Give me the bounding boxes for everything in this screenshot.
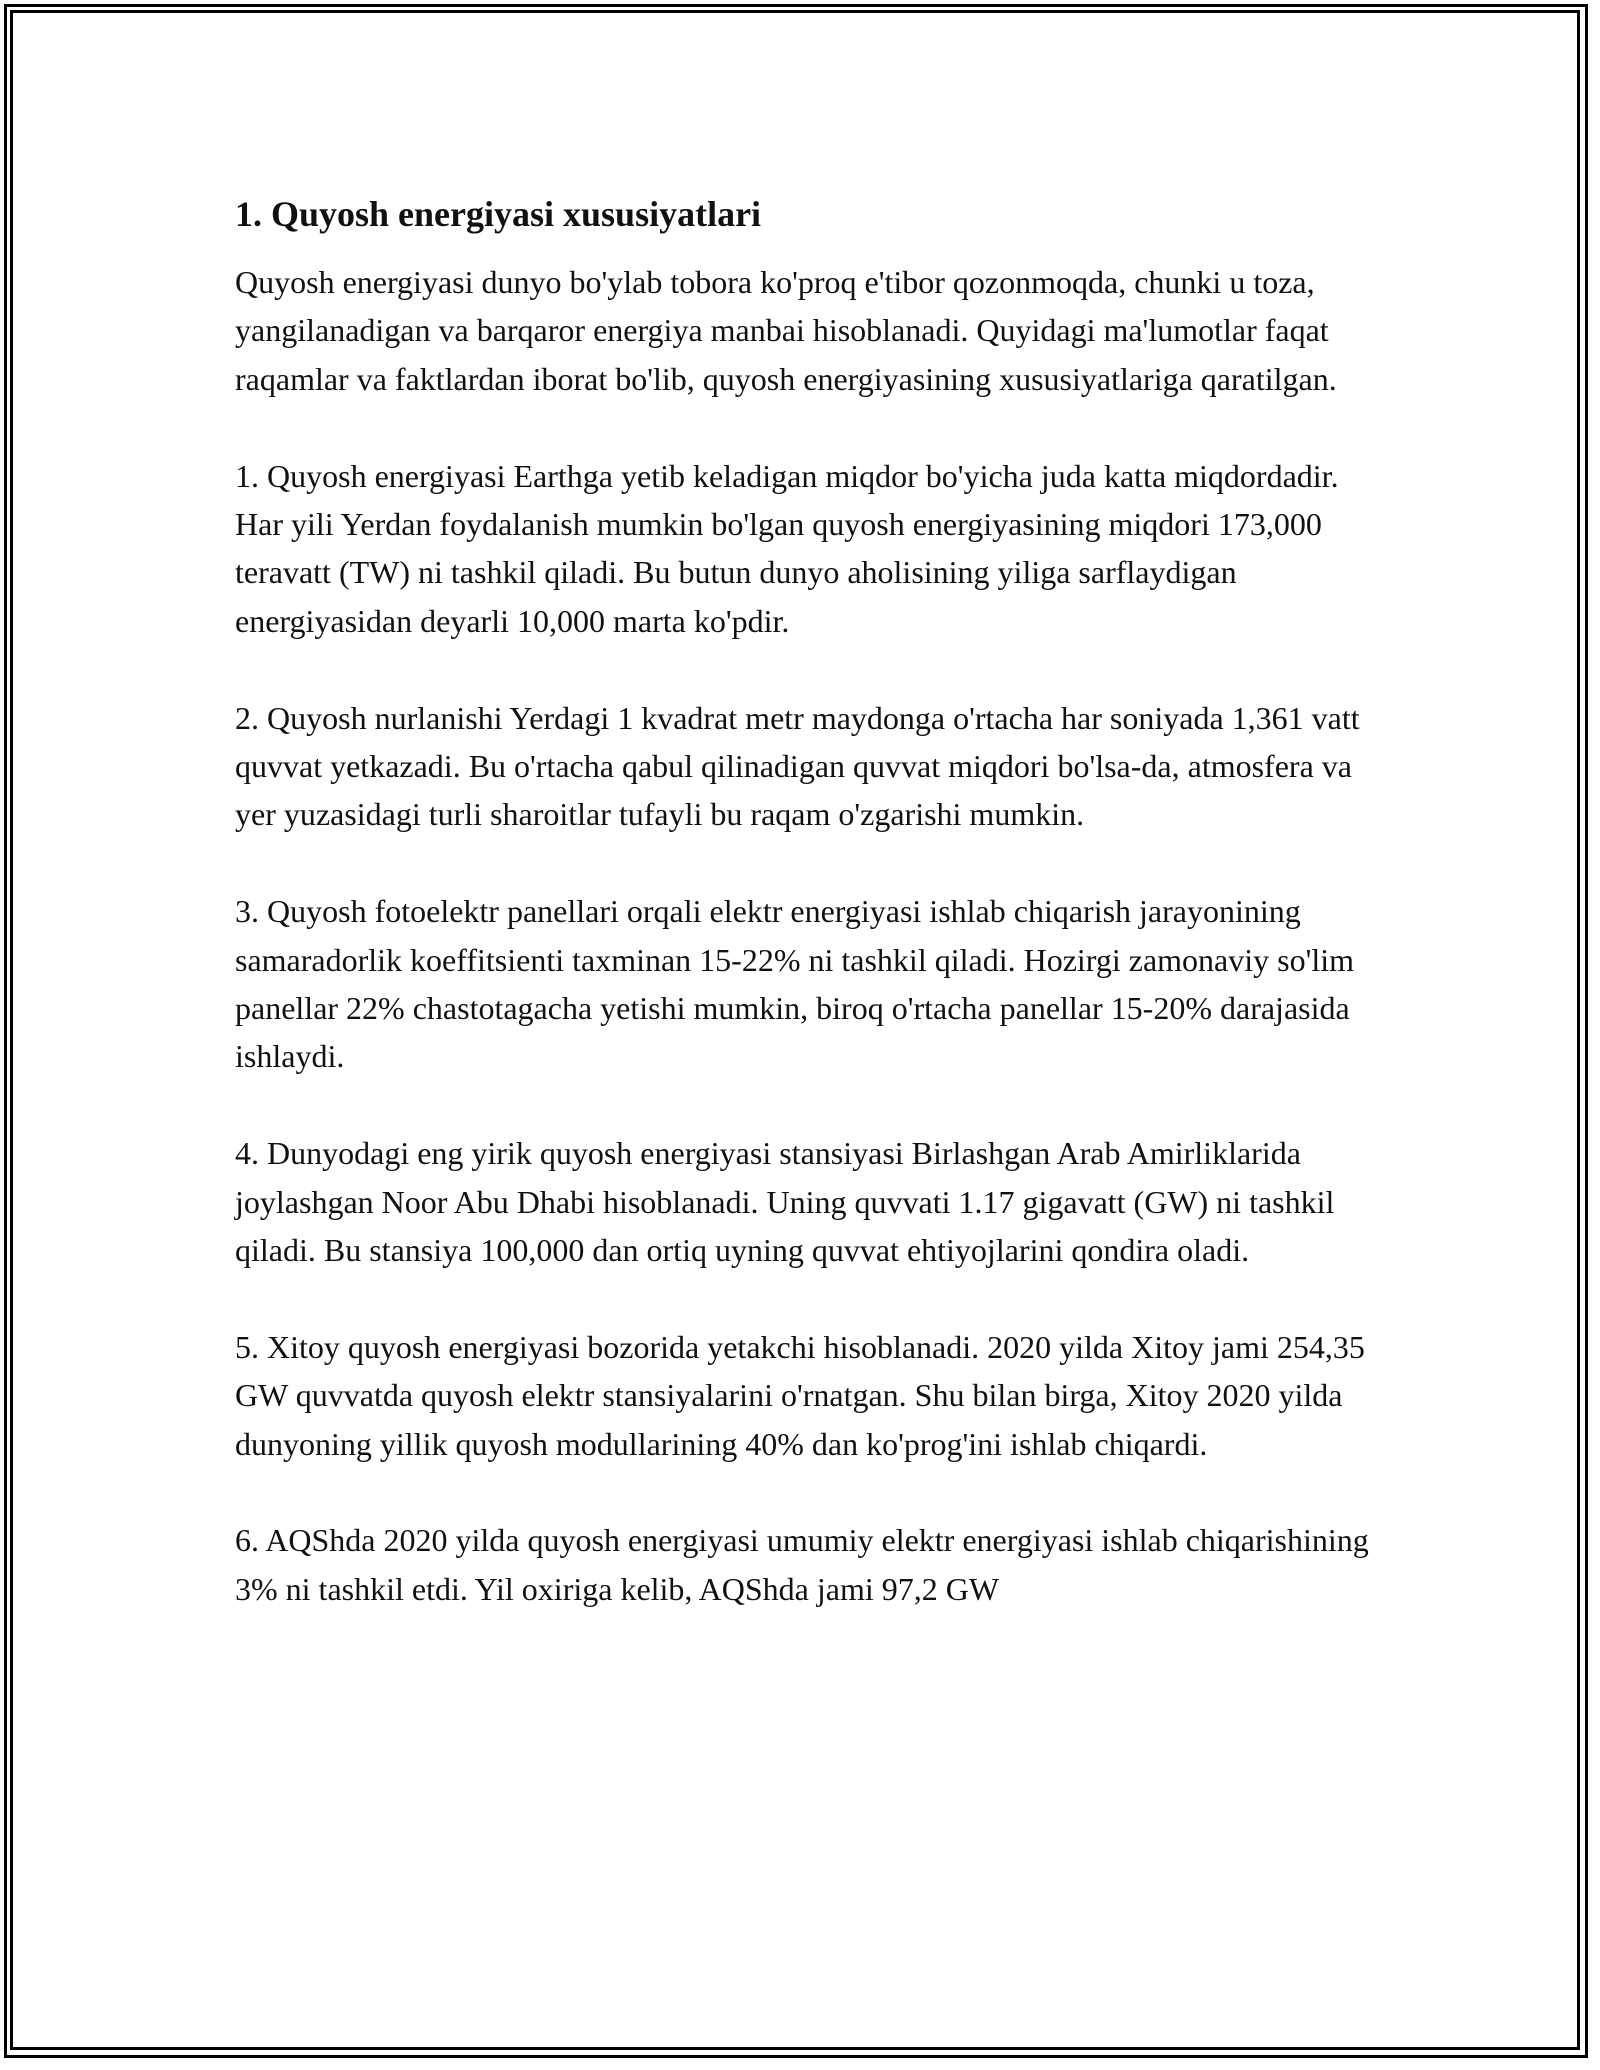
fact-paragraph-3: 3. Quyosh fotoelektr panellari orqali elektr energiyasi ishlab chiqarish jarayonining samaradorlik koeffitsienti taxminan 15-22% ni tashkil qiladi. Hozirgi zamonaviy so'lim panellar 22% chastotagacha yetishi mumkin, biroq o'rtacha panellar 15-20% darajasida ishlaydi. [235,893,1355,1075]
fact-paragraph-6: 6. AQShda 2020 yilda quyosh energiyasi umumiy elektr energiyasi ishlab chiqarishining 3% ni tashkil etdi. Yil oxiriga kelib, AQShda jami 97,2 GW [235,1522,1369,1607]
fact-paragraph-4: 4. Dunyodagi eng yirik quyosh energiyasi stansiyasi Birlashgan Arab Amirliklarida joylashgan Noor Abu Dhabi hisoblanadi. Uning quvvati 1.17 gigavatt (GW) ni tashkil qiladi. Bu stansiya 100,000 dan ortiq uyning quvvat ehtiyojlarini qondira oladi. [235,1135,1335,1269]
document-body [235,188,1375,1613]
document-title: 1. Quyosh energiyasi xususiyatlari [235,194,762,234]
intro-paragraph: Quyosh energiyasi dunyo bo'ylab tobora ko'proq e'tibor qozonmoqda, chunki u toza, yangilanadigan va barqaror energiya manbai hisoblanadi. Quyidagi ma'lumotlar faqat raqamlar va faktlardan iborat bo'lib, quyosh energiyasining xususiyatlariga qaratilgan. [235,264,1337,397]
fact-paragraph-1: 1. Quyosh energiyasi Earthga yetib keladigan miqdor bo'yicha juda katta miqdordadir. Har yili Yerdan foydalanish mumkin bo'lgan quyosh energiyasining miqdori 173,000 teravatt (TW) ni tashkil qiladi. Bu butun dunyo aholisining yiliga sarflaydigan energiyasidan deyarli 10,000 marta ko'pdir. [235,457,1339,639]
fact-paragraph-5: 5. Xitoy quyosh energiyasi bozorida yetakchi hisoblanadi. 2020 yilda Xitoy jami 254,35 GW quvvatda quyosh elektr stansiyalarini o'rnatgan. Shu bilan birga, Xitoy 2020 yilda dunyoning yillik quyosh modullarining 40% dan ko'prog'ini ishlab chiqardi. [235,1328,1365,1462]
fact-paragraph-2: 2. Quyosh nurlanishi Yerdagi 1 kvadrat metr maydonga o'rtacha har soniyada 1,361 vatt quvvat yetkazadi. Bu o'rtacha qabul qilinadigan quvvat miqdori bo'lsa-da, atmosfera va yer yuzasidagi turli sharoitlar tufayli bu raqam o'zgarishi mumkin. [235,699,1360,833]
